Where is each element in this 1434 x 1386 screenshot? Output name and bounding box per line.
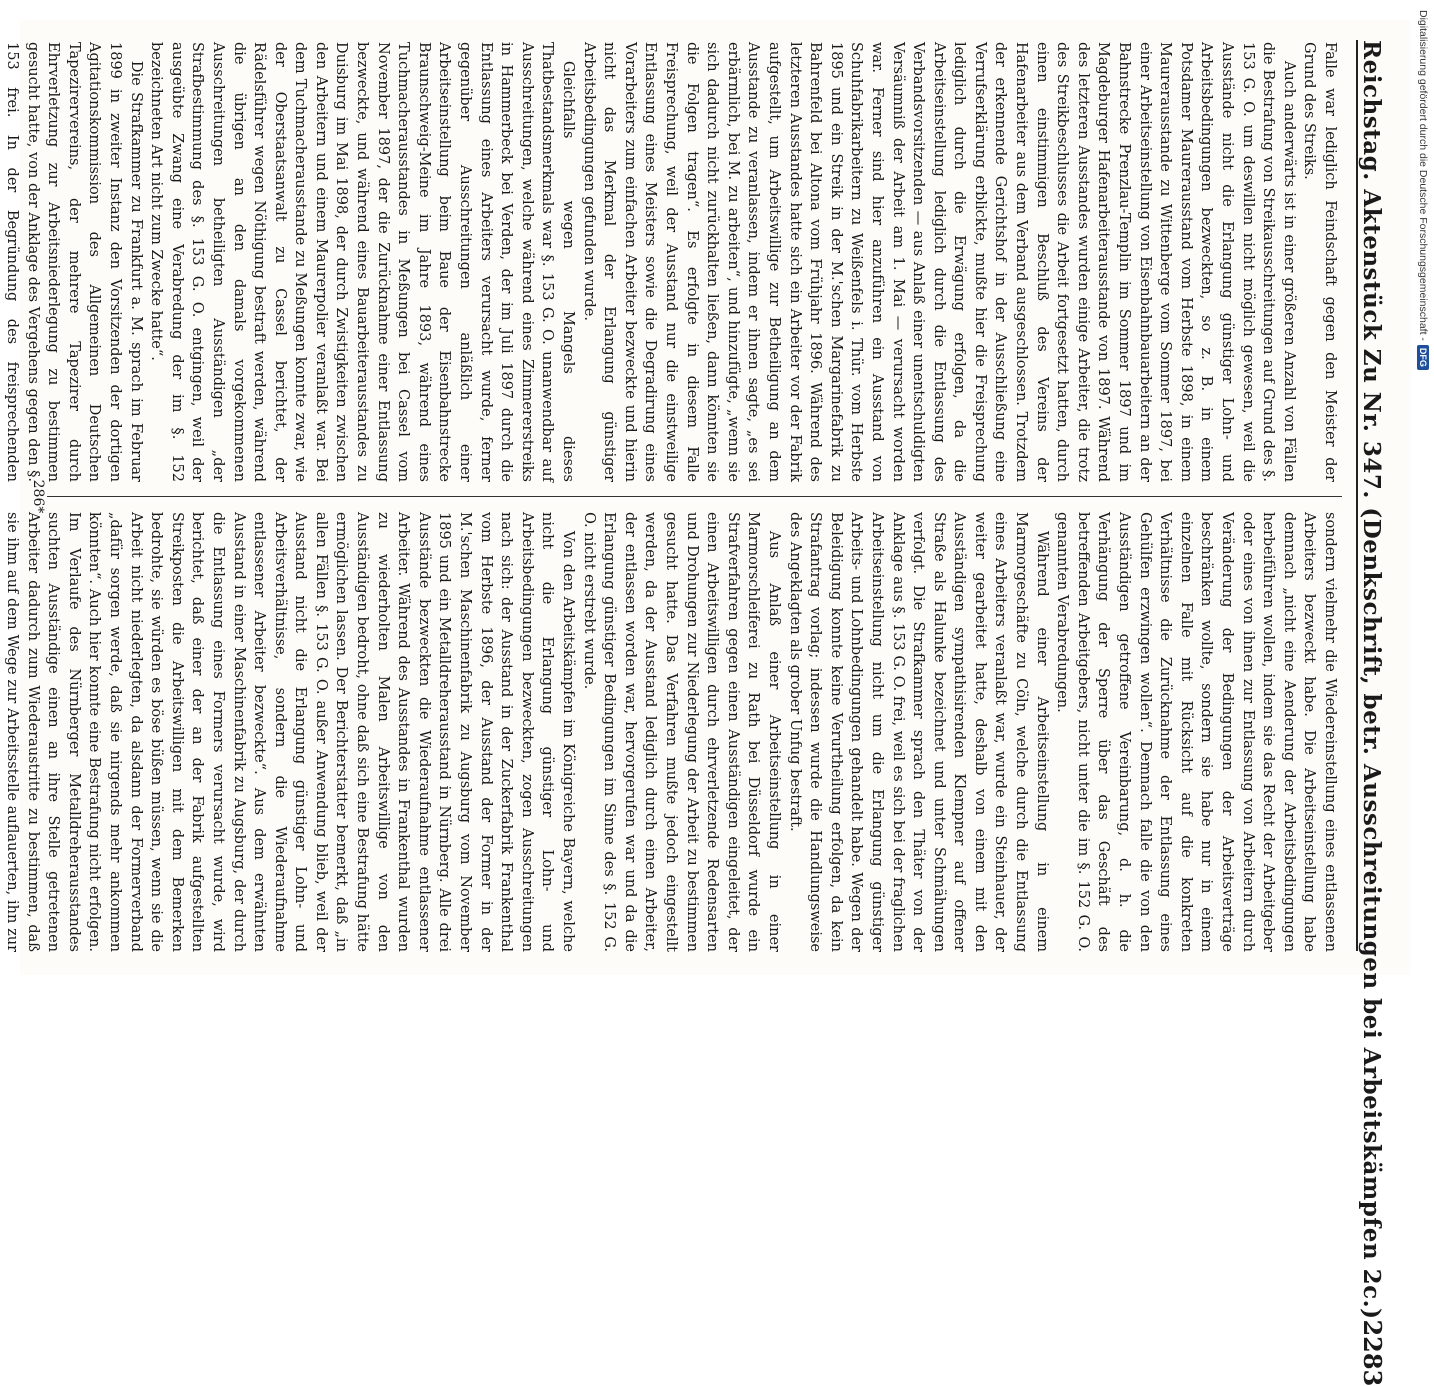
paragraph: Die Strafkammer zu Frankfurt a. M. sprach im Februar 1899 in zweiter Instanz den Vorsitzenden der dortigen Agitationskommission des Allgemeinen Deutschen Tapezirervereins, der mehrere Tapezirer durch Ehrverletzung zur Arbeitsniederlegung zu bestimmen gesucht hatte, von der Anklage des Vergehens gegen den §. 153 frei. In der Begründung des freisprechenden — [4, 42, 144, 482]
column-divider — [47, 496, 1342, 497]
document-page — [4, 20, 1410, 1386]
page-number: 2283 — [1358, 1319, 1387, 1386]
paragraph: Während einer Arbeitseinstellung in einem Marmorgeschäfte zu Cöln, welche durch die Entlassung eines Arbeiters veranlaßt war, wurde ein Steinhauer, der weiter gearbeitet hatte, deshalb von einem mit den Ausständigen sympathisirenden Klempner auf offener Straße als Halunke bezeichnet und unter Schmähungen verfolgt. Die Strafkammer sprach den Thäter von der Anklage aus §. 153 G. O. frei, weil es sich bei der fraglichen Arbeitseinstellung nicht um die Erlangung günstiger Arbeits- und Lohnbedingungen gehandelt habe. Wegen der Beleidigung konnte keine Verurtheilung erfolgen, da kein Strafantrag vorlag; indessen wurde die Handlungsweise des Angeklagten als grober Unfug bestraft. — [786, 512, 1050, 952]
paragraph: Falle war lediglich Feindschaft gegen den Meister der Grund des Streiks. — [1301, 42, 1338, 482]
right-column — [4, 512, 1340, 952]
scanned-page-area — [4, 20, 1410, 1386]
digitization-note — [1414, 10, 1432, 990]
paragraph: Auch anderwärts ist in einer größeren Anzahl von Fällen die Bestrafung von Streikausschreitungen auf Grund des §. 153 G. O. um deswillen nicht möglich gewesen, weil die Ausstände nicht die Erlangung günstiger Lohn- und Arbeitsbedingungen bezweckten, so z. B. in einem Potsdamer Maurerausstand vom Herbste 1898, in einem Maurerausstande zu Wittenberge vom Sommer 1897, bei einer Arbeitseinstellung von Eisenbahnbauarbeitern an der Bahnstrecke Prenzlau-Templin im Sommer 1897 und im Magdeburger Hafenarbeiterausstande von 1897. Während des letzteren Ausstandes wurden einige Arbeiter, die trotz des Streikbeschlusses die Arbeit fortgesetzt hatten, durch einen einstimmigen Beschluß des Vereins der Hafenarbeiter aus dem Verband ausgeschlossen. Trotzdem der erkennende Gerichtshof in der Ausschließung eine Verrufserklärung erblickte, mußte hier die Freisprechung lediglich durch die Erwägung erfolgen, da die Arbeitseinstellung lediglich durch die Entlassung des Verbandsvorsitzenden — aus Anlaß einer unentschuldigten Versäumniß der Arbeit am 1. Mai — verursacht worden war. Ferner sind hier anzuführen ein Ausstand von Schuhfabrikarbeitern zu Weißenfels i. Thür. vom Herbste 1895 und ein Streik in der M.'schen Margarinefabrik zu Bahrenfeld bei Altona vom Frühjahr 1896. Während des letzteren Ausstandes hatte sich ein Arbeiter vor der Fabrik aufgestellt, um Arbeitswillige zur Betheiligung an dem Ausstande zu veranlassen, indem er ihnen sagte, „es sei erbärmlich, bei M. zu arbeiten“, und hinzufügte, „wenn sie sich dadurch nicht zurückhalten ließen, dann könnten sie die Folgen tragen“. Es erfolgte in diesem Falle Freisprechung, weil der Ausstand nur die einstweilige Entlassung eines Meisters sowie die Degradirung eines Vorarbeiters zum einfachen Arbeiter bezweckte und hierin nicht das Merkmal der Erlangung günstiger Arbeitsbedingungen gefunden wurde. — [580, 42, 1297, 482]
digitization-note-text: Digitalisierung gefördert durch die Deutsche Forschungsgemeinschaft - — [1417, 10, 1429, 341]
paragraph: Von den Arbeitskämpfen im Königreiche Bayern, welche nicht die Erlangung günstiger Lohn- und Arbeitsbedingungen bezweckten, zogen Ausschreitungen nach sich: der Ausstand in der Zuckerfabrik Frankenthal vom Herbste 1896, der Ausstand der Former in der M.'schen Maschinenfabrik zu Augsburg vom November 1895 und ein Metalldreherausstand in Nürnberg. Alle drei Ausstände bezweckten die Wiederaufnahme entlassener Arbeiter. Während des Ausstandes in Frankenthal wurden zu wiederholten Malen Arbeitswillige von den Ausständigen bedroht, ohne daß sich eine Bestrafung hätte ermöglichen lassen. Der Berichterstatter bemerkt, daß „in allen Fällen §. 153 G. O. außer Anwendung blieb, weil der Ausstand nicht die Erlangung günstiger Lohn- und Arbeitsverhältnisse, sondern die Wiederaufnahme entlassener Arbeiter bezweckte“. Aus dem erwähnten Ausstand in einer Maschinenfabrik zu Augsburg, der durch die Entlassung eines Formers verursacht wurde, wird berichtet, daß einer der an der Fabrik aufgestellten Streikposten die Arbeitswilligen mit dem Bemerken bedrohte, sie würden es böse büßen müssen, wenn sie die Arbeit nicht niederlegten, da alsdann der Formerverband „dafür sorgen werde, daß sie nirgends mehr ankommen könnten“. Auch hier konnte eine Bestrafung nicht erfolgen. Im Verlaufe des Nürnberger Metalldreherausstandes suchten Ausständige einen an ihre Stelle getretenen Arbeiter dadurch zum Wiederaustritte zu bestimmen, daß sie ihm auf dem Wege zur Arbeitsstelle auflauerten, ihn zur — [4, 512, 577, 952]
paragraph: Gleichfalls wegen Mangels dieses Thatbestandsmerkmals war §. 153 G. O. unanwendbar auf Ausschreitungen, welche während eines Zimmererstreiks in Hammerbeck bei Verden, der im Juli 1897 durch die Entlassung eines Arbeiters verursacht wurde, ferner gegenüber Ausschreitungen anläßlich einer Arbeitseinstellung beim Baue der Eisenbahnstrecke Braunschweig-Meine im Jahre 1893, während eines Tuchmacherausstandes in Meßungen bei Cassel vom November 1897, der die Zurücknahme einer Entlassung bezweckte, und während eines Bauarbeiterausstandes zu Duisburg im Mai 1898, der durch Zwistigkeiten zwischen den Arbeitern und einem Maurerpolier veranlaßt war. Bei dem Tuchmacherausstande zu Meßungen konnte zwar, wie der Oberstaatsanwalt zu Cassel berichtet, der Rädelsführer wegen Nöthigung bestraft werden, während die übrigen an den damals vorgekommenen Ausschreitungen betheiligten Ausständigen „der Strafbestimmung des §. 153 G. O. entgingen, weil der ausgeübte Zwang eine Verabredung der im §. 152 bezeichneten Art nicht zum Zwecke hatte“. — [148, 42, 577, 482]
dfg-logo: DFG — [1417, 345, 1429, 370]
paragraph: Aus Anlaß einer Arbeitseinstellung in einer Marmorschleiferei zu Rath bei Düsseldorf wurde ein Strafverfahren gegen einen Ausständigen eingeleitet, der einen Arbeitswilligen durch ehrverletzende Redensarten und Drohungen zur Niederlegung der Arbeit zu bestimmen gesucht hatte. Das Verfahren mußte jedoch eingestellt werden, da der Ausstand lediglich durch einen Arbeiter, der entlassen worden war, hervorgerufen war und da die Erlangung günstiger Bedingungen im Sinne des §. 152 G. O. nicht erstrebt wurde. — [580, 512, 782, 952]
left-column — [4, 42, 1340, 482]
running-head: Reichstag. Aktenstück Zu Nr. 347. (Denkschrift, betr. Ausschreitungen bei Arbeitskämpfen 2c.) — [1358, 40, 1385, 1320]
sheet-signature: 286* — [30, 479, 46, 514]
page-header — [1356, 40, 1392, 1386]
paragraph: sondern vielmehr die Wiedereinstellung eines entlassenen Arbeiters bezweckt habe. Die Arbeitseinstellung habe demnach „nicht eine Aenderung der Arbeitsbedingungen herbeiführen wollen, indem sie das Recht der Arbeitgeber oder eines von ihnen zur Entlassung von Arbeitern durch Veränderung der Bedingungen der Arbeitsverträge beschränken wollte, sondern sie habe nur in einem einzelnen Falle mit Rücksicht auf die konkreten Verhältnisse die Zurücknahme der Entlassung eines Gehülfen erzwingen wollen“. Demnach falle die von den Ausständigen getroffene Vereinbarung, d. h. die Verhängung der Sperre über das Geschäft des betreffenden Arbeitgebers, nicht unter die im §. 152 G. O. genannten Verabredungen. — [1054, 512, 1338, 952]
